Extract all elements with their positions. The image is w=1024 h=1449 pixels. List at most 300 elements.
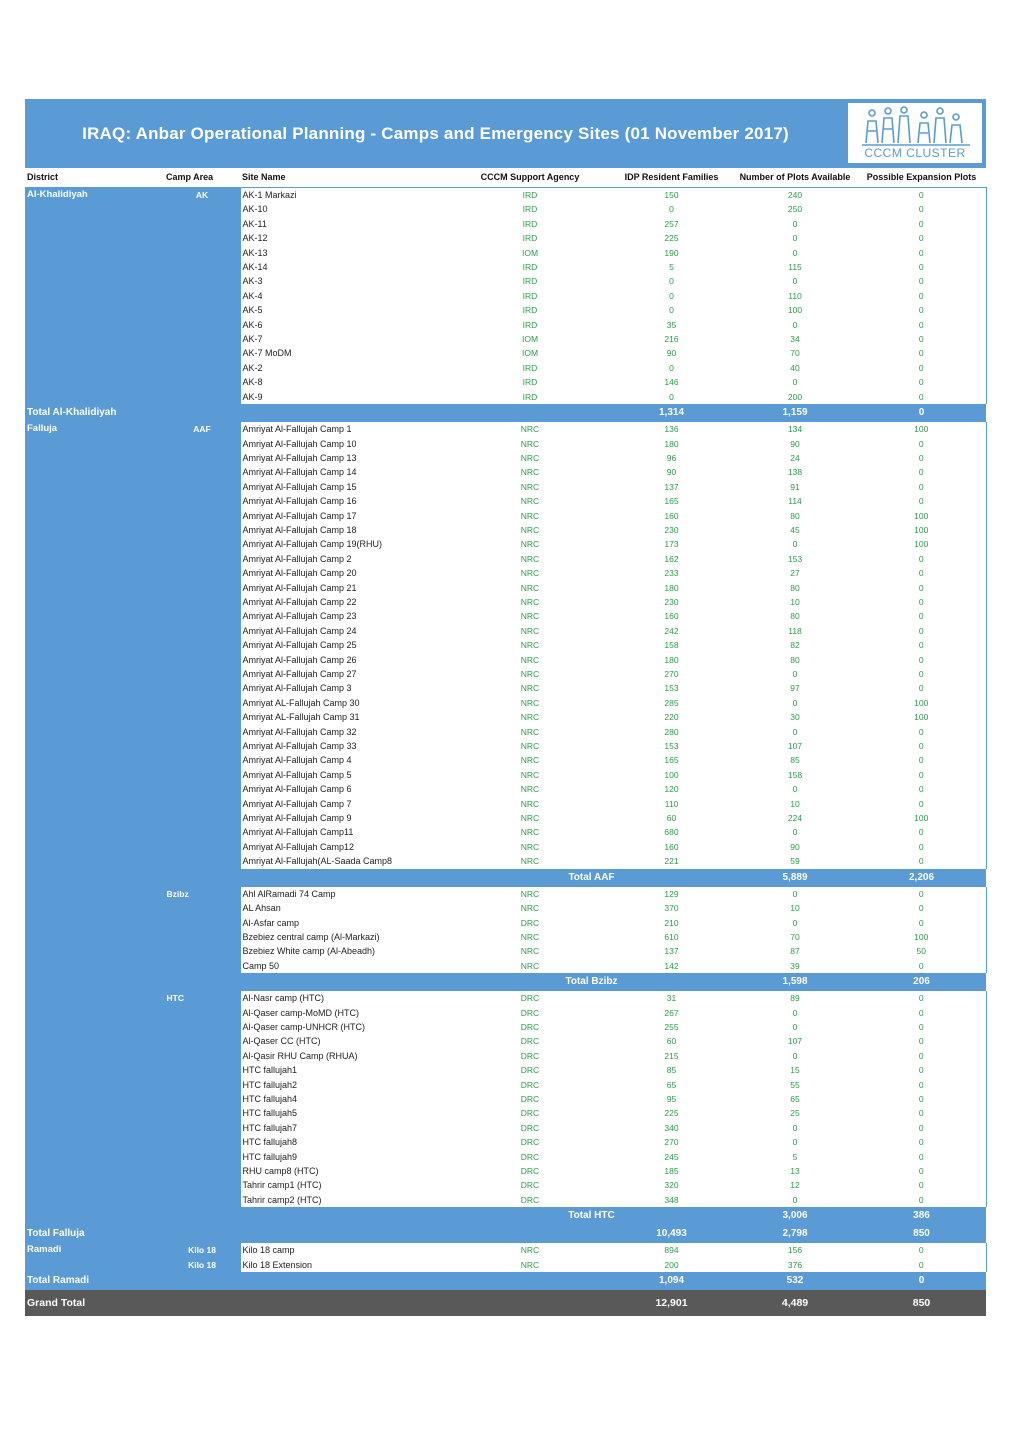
site-name-cell: HTC fallujah4 xyxy=(240,1092,450,1106)
site-name-cell: Amriyat Al-Fallujah Camp 14 xyxy=(240,465,450,479)
expansion-cell: 100 xyxy=(857,811,986,825)
expansion-cell: 0 xyxy=(857,1063,986,1077)
families-cell: 165 xyxy=(664,496,679,507)
agency-cell: NRC xyxy=(520,841,540,852)
subtotal-label: Total AAF xyxy=(450,869,733,887)
agency-cell: DRC xyxy=(520,1194,540,1205)
plots-cell: 5 xyxy=(792,1151,798,1162)
plots-cell: 0 xyxy=(792,1050,798,1061)
site-name-cell: Kilo 18 Extension xyxy=(240,1258,450,1272)
site-name-cell: Amriyat Al-Fallujah Camp 16 xyxy=(240,494,450,508)
subtotal-label: Total Bzibz xyxy=(450,973,733,991)
agency-cell: NRC xyxy=(520,741,540,752)
plots-cell: 158 xyxy=(787,769,803,780)
plots-cell: 0 xyxy=(792,669,798,679)
district-total-families: 10,493 xyxy=(610,1225,733,1243)
expansion-cell: 0 xyxy=(857,202,986,216)
families-cell: 35 xyxy=(666,319,677,330)
agency-cell: IRD xyxy=(522,305,538,316)
subtotal-plots: 2,206 xyxy=(857,869,986,887)
plots-cell: 100 xyxy=(787,305,803,316)
subtotal-spacer xyxy=(240,973,450,991)
col-camp-area-header: Camp Area xyxy=(164,168,240,188)
agency-cell: NRC xyxy=(520,856,540,867)
site-name-cell: Amriyat Al-Fallujah Camp 26 xyxy=(240,653,450,667)
agency-cell: NRC xyxy=(520,452,540,463)
expansion-cell: 0 xyxy=(857,959,986,973)
agency-cell: NRC xyxy=(520,582,540,593)
site-name-cell: Amriyat Al-Fallujah Camp 6 xyxy=(240,782,450,796)
agency-cell: NRC xyxy=(520,946,540,957)
expansion-cell: 0 xyxy=(857,346,986,360)
plots-cell: 70 xyxy=(790,348,800,359)
plots-cell: 65 xyxy=(790,1093,800,1104)
expansion-cell: 0 xyxy=(857,480,986,494)
agency-cell: NRC xyxy=(520,798,540,809)
expansion-cell: 0 xyxy=(857,1243,986,1257)
families-cell: 65 xyxy=(666,1079,677,1090)
expansion-cell: 0 xyxy=(857,1150,986,1164)
expansion-cell: 0 xyxy=(857,825,986,839)
plots-cell: 97 xyxy=(790,683,800,694)
plots-cell: 70 xyxy=(790,931,800,942)
plots-cell: 0 xyxy=(792,539,798,550)
district-cell: Ramadi xyxy=(25,1243,164,1272)
families-cell: 270 xyxy=(664,1137,679,1148)
families-cell: 100 xyxy=(664,769,679,780)
plots-cell: 114 xyxy=(788,496,802,507)
col-agency-header: CCCM Support Agency xyxy=(450,168,610,188)
families-cell: 120 xyxy=(664,784,679,795)
subtotal-families: 1,598 xyxy=(733,973,857,991)
expansion-cell: 0 xyxy=(857,318,986,332)
families-cell: 255 xyxy=(664,1021,679,1032)
expansion-cell: 0 xyxy=(857,782,986,796)
families-cell: 137 xyxy=(664,946,679,957)
cccm-cluster-logo xyxy=(847,102,983,164)
sites-table xyxy=(25,168,986,1316)
expansion-cell: 0 xyxy=(857,901,986,915)
expansion-cell: 0 xyxy=(857,638,986,652)
families-cell: 221 xyxy=(664,856,679,867)
grand-total-expansion: 850 xyxy=(857,1290,986,1316)
agency-cell: NRC xyxy=(520,510,540,521)
families-cell: 257 xyxy=(664,218,679,229)
families-cell: 185 xyxy=(664,1166,679,1176)
page-title: IRAQ: Anbar Operational Planning - Camps and Emergency Sites (01 November 2017) xyxy=(82,124,789,143)
agency-cell: NRC xyxy=(520,424,540,435)
expansion-cell: 0 xyxy=(857,1020,986,1034)
families-cell: 142 xyxy=(664,960,679,971)
plots-cell: 0 xyxy=(792,319,798,330)
expansion-cell: 100 xyxy=(857,523,986,537)
agency-cell: IRD xyxy=(522,276,538,287)
site-name-cell: AK-4 xyxy=(240,289,450,303)
agency-cell: DRC xyxy=(520,1093,540,1104)
grand-total-families: 12,901 xyxy=(610,1290,733,1316)
agency-cell: IOM xyxy=(521,334,539,345)
expansion-cell: 0 xyxy=(857,246,986,260)
families-cell: 220 xyxy=(664,712,679,723)
site-name-cell: Al-Qasir RHU Camp (RHUA) xyxy=(240,1049,450,1063)
col-plots-header: Number of Plots Available xyxy=(733,168,857,188)
expansion-cell: 0 xyxy=(857,289,986,303)
agency-cell: DRC xyxy=(520,1036,540,1047)
site-name-cell: AK-13 xyxy=(240,246,450,260)
expansion-cell: 0 xyxy=(857,332,986,346)
district-total-plots: 1,159 xyxy=(733,404,857,422)
plots-cell: 82 xyxy=(790,640,800,651)
agency-cell: IRD xyxy=(522,377,538,388)
district-cell: Falluja xyxy=(25,422,164,1225)
agency-cell: NRC xyxy=(520,712,540,723)
plots-cell: 59 xyxy=(790,856,800,867)
district-total-label: Total Ramadi xyxy=(25,1272,610,1290)
families-cell: 280 xyxy=(664,726,679,737)
plots-cell: 107 xyxy=(787,1036,803,1047)
agency-cell: NRC xyxy=(520,611,540,622)
site-name-cell: AK-5 xyxy=(240,303,450,317)
expansion-cell: 0 xyxy=(857,566,986,580)
agency-cell: IRD xyxy=(522,391,538,402)
plots-cell: 224 xyxy=(787,813,803,824)
agency-cell: NRC xyxy=(520,467,540,478)
site-name-cell: Amriyat Al-Fallujah Camp 19(RHU) xyxy=(240,537,450,551)
families-cell: 230 xyxy=(664,524,679,535)
expansion-cell: 0 xyxy=(857,1049,986,1063)
plots-cell: 15 xyxy=(790,1065,800,1076)
agency-cell: NRC xyxy=(520,769,540,780)
agency-cell: NRC xyxy=(520,438,540,449)
plots-cell: 80 xyxy=(790,611,800,622)
plots-cell: 10 xyxy=(790,903,800,914)
agency-cell: NRC xyxy=(520,496,540,507)
expansion-cell: 0 xyxy=(857,1121,986,1135)
subtotal-label: Total HTC xyxy=(450,1207,733,1225)
families-cell: 180 xyxy=(664,438,679,449)
expansion-cell: 0 xyxy=(857,1164,986,1178)
expansion-cell: 50 xyxy=(857,944,986,958)
expansion-cell: 0 xyxy=(857,1106,986,1120)
families-cell: 165 xyxy=(664,755,679,766)
site-name-cell: Amriyat Al-Fallujah Camp 4 xyxy=(240,753,450,767)
plots-cell: 0 xyxy=(792,276,798,287)
plots-cell: 39 xyxy=(790,960,800,971)
table-row xyxy=(25,1258,986,1272)
expansion-cell: 0 xyxy=(857,1006,986,1020)
families-cell: 90 xyxy=(666,348,677,359)
agency-cell: NRC xyxy=(520,524,540,535)
families-cell: 136 xyxy=(664,424,679,435)
site-name-cell: Amriyat Al-Fallujah Camp 24 xyxy=(240,624,450,638)
families-cell: 0 xyxy=(669,391,674,402)
expansion-cell: 100 xyxy=(857,696,986,710)
agency-cell: IRD xyxy=(522,233,538,244)
plots-cell: 55 xyxy=(790,1079,800,1090)
families-cell: 158 xyxy=(664,640,679,651)
families-cell: 60 xyxy=(666,813,677,824)
families-cell: 215 xyxy=(664,1050,679,1061)
site-name-cell: Amriyat Al-Fallujah Camp 5 xyxy=(240,768,450,782)
camp-area-cell: Bzibz xyxy=(164,887,240,991)
agency-cell: IRD xyxy=(522,319,538,330)
families-cell: 60 xyxy=(666,1036,677,1047)
plots-cell: 0 xyxy=(792,218,798,229)
plots-cell: 110 xyxy=(788,290,802,301)
site-name-cell: Amriyat Al-Fallujah Camp 3 xyxy=(240,681,450,695)
plots-cell: 91 xyxy=(790,481,800,492)
families-cell: 270 xyxy=(664,669,679,679)
site-name-cell: Tahrir camp2 (HTC) xyxy=(240,1193,450,1207)
site-name-cell: Amriyat Al-Fallujah Camp 10 xyxy=(240,437,450,451)
plots-cell: 13 xyxy=(790,1166,800,1176)
district-cell: Al-Khalidiyah xyxy=(25,188,164,405)
agency-cell: DRC xyxy=(520,993,540,1004)
families-cell: 0 xyxy=(669,290,674,301)
plots-cell: 0 xyxy=(792,917,798,928)
plots-cell: 118 xyxy=(788,625,802,636)
site-name-cell: AK-3 xyxy=(240,274,450,288)
district-total-label: Total Falluja xyxy=(25,1225,610,1243)
plots-cell: 200 xyxy=(787,391,803,402)
plots-cell: 0 xyxy=(792,233,798,244)
site-name-cell: Amriyat Al-Fallujah Camp 33 xyxy=(240,739,450,753)
agency-cell: DRC xyxy=(520,917,540,928)
families-cell: 242 xyxy=(664,625,679,636)
families-cell: 153 xyxy=(664,741,679,752)
expansion-cell: 0 xyxy=(857,1078,986,1092)
site-name-cell: AK-2 xyxy=(240,361,450,375)
plots-cell: 45 xyxy=(790,524,800,535)
site-name-cell: Al-Asfar camp xyxy=(240,916,450,930)
families-cell: 216 xyxy=(664,334,679,345)
site-name-cell: Amriyat Al-Fallujah Camp12 xyxy=(240,840,450,854)
plots-cell: 12 xyxy=(790,1180,800,1191)
site-name-cell: Bzebiez central camp (Al-Markazi) xyxy=(240,930,450,944)
agency-cell: DRC xyxy=(520,1151,540,1162)
agency-cell: NRC xyxy=(520,481,540,492)
agency-cell: IRD xyxy=(522,262,538,273)
agency-cell: NRC xyxy=(520,827,540,838)
district-total-row xyxy=(25,404,986,422)
agency-cell: NRC xyxy=(520,625,540,636)
site-name-cell: Amriyat Al-Fallujah Camp 20 xyxy=(240,566,450,580)
expansion-cell: 0 xyxy=(857,887,986,901)
plots-cell: 240 xyxy=(787,190,803,200)
expansion-cell: 0 xyxy=(857,854,986,868)
plots-cell: 250 xyxy=(787,204,803,215)
families-cell: 190 xyxy=(664,247,679,258)
plots-cell: 90 xyxy=(790,841,800,852)
subtotal-spacer xyxy=(240,869,450,887)
site-name-cell: Al-Qaser camp-MoMD (HTC) xyxy=(240,1006,450,1020)
agency-cell: NRC xyxy=(520,931,540,942)
site-name-cell: AK-6 xyxy=(240,318,450,332)
agency-cell: NRC xyxy=(520,697,540,708)
site-name-cell: Al-Qaser camp-UNHCR (HTC) xyxy=(240,1020,450,1034)
agency-cell: NRC xyxy=(520,596,540,607)
agency-cell: DRC xyxy=(520,1079,540,1090)
logo-text: CCCM CLUSTER xyxy=(864,146,966,160)
site-name-cell: Camp 50 xyxy=(240,959,450,973)
plots-cell: 153 xyxy=(787,553,803,564)
plots-cell: 10 xyxy=(790,798,800,809)
district-total-row xyxy=(25,1272,986,1290)
expansion-cell: 100 xyxy=(857,537,986,551)
plots-cell: 0 xyxy=(792,697,798,708)
site-name-cell: AK-14 xyxy=(240,260,450,274)
agency-cell: DRC xyxy=(520,1180,540,1191)
site-name-cell: Al-Qaser CC (HTC) xyxy=(240,1034,450,1048)
agency-cell: IRD xyxy=(522,218,538,229)
site-name-cell: Amriyat Al-Fallujah Camp 27 xyxy=(240,667,450,681)
camp-area-cell: AK xyxy=(164,188,240,405)
site-name-cell: Amriyat Al-Fallujah(AL-Saada Camp8 xyxy=(240,854,450,868)
table-row xyxy=(25,188,986,203)
families-cell: 96 xyxy=(666,452,677,463)
expansion-cell: 0 xyxy=(857,725,986,739)
subtotal-families: 5,889 xyxy=(733,869,857,887)
families-cell: 348 xyxy=(664,1194,679,1205)
expansion-cell: 0 xyxy=(857,552,986,566)
col-district-header: District xyxy=(25,168,164,188)
grand-total-row xyxy=(25,1290,986,1316)
families-cell: 0 xyxy=(669,204,674,215)
families-cell: 285 xyxy=(664,697,679,708)
col-site-name-header: Site Name xyxy=(240,168,450,188)
expansion-cell: 0 xyxy=(857,681,986,695)
subtotal-plots: 206 xyxy=(857,973,986,991)
agency-cell: DRC xyxy=(520,1007,540,1018)
site-name-cell: HTC fallujah1 xyxy=(240,1063,450,1077)
families-cell: 150 xyxy=(664,190,679,200)
agency-cell: NRC xyxy=(520,1259,540,1270)
site-name-cell: Amriyat Al-Fallujah Camp 13 xyxy=(240,451,450,465)
table-header-row xyxy=(25,168,986,188)
families-cell: 610 xyxy=(664,931,679,942)
plots-cell: 376 xyxy=(787,1259,803,1270)
camp-area-cell: Kilo 18 xyxy=(164,1258,240,1272)
plots-cell: 85 xyxy=(790,755,800,766)
district-total-label: Total Al-Khalidiyah xyxy=(25,404,610,422)
plots-cell: 0 xyxy=(792,726,798,737)
plots-cell: 80 xyxy=(790,510,800,521)
families-cell: 173 xyxy=(664,539,679,550)
expansion-cell: 0 xyxy=(857,595,986,609)
families-cell: 160 xyxy=(664,611,679,622)
families-cell: 110 xyxy=(664,798,679,809)
expansion-cell: 0 xyxy=(857,624,986,638)
plots-cell: 0 xyxy=(792,1137,798,1148)
district-total-plots: 2,798 xyxy=(733,1225,857,1243)
planning-sheet xyxy=(25,99,986,1316)
plots-cell: 134 xyxy=(787,424,803,435)
agency-cell: NRC xyxy=(520,640,540,651)
subtotal-families: 3,006 xyxy=(733,1207,857,1225)
plots-cell: 0 xyxy=(792,888,798,899)
site-name-cell: AK-9 xyxy=(240,390,450,404)
people-silhouettes-icon xyxy=(862,105,970,147)
families-cell: 245 xyxy=(664,1151,679,1162)
plots-cell: 34 xyxy=(790,334,800,345)
plots-cell: 0 xyxy=(792,784,798,795)
expansion-cell: 0 xyxy=(857,188,986,203)
families-cell: 31 xyxy=(666,993,677,1004)
plots-cell: 0 xyxy=(792,377,798,388)
district-total-expansion: 0 xyxy=(857,404,986,422)
camp-area-cell: HTC xyxy=(164,991,240,1225)
site-name-cell: HTC fallujah5 xyxy=(240,1106,450,1120)
expansion-cell: 0 xyxy=(857,451,986,465)
expansion-cell: 0 xyxy=(857,217,986,231)
site-name-cell: HTC fallujah9 xyxy=(240,1150,450,1164)
families-cell: 160 xyxy=(664,510,679,521)
site-name-cell: Kilo 18 camp xyxy=(240,1243,450,1257)
families-cell: 210 xyxy=(664,917,679,928)
expansion-cell: 100 xyxy=(857,509,986,523)
site-name-cell: AK-1 Markazi xyxy=(240,188,450,203)
site-name-cell: RHU camp8 (HTC) xyxy=(240,1164,450,1178)
subtotal-spacer xyxy=(240,1207,450,1225)
expansion-cell: 0 xyxy=(857,840,986,854)
site-name-cell: Amriyat Al-Fallujah Camp11 xyxy=(240,825,450,839)
expansion-cell: 0 xyxy=(857,1135,986,1149)
agency-cell: IOM xyxy=(521,348,539,359)
agency-cell: NRC xyxy=(520,903,540,914)
expansion-cell: 0 xyxy=(857,916,986,930)
plots-cell: 115 xyxy=(788,262,802,273)
expansion-cell: 0 xyxy=(857,739,986,753)
expansion-cell: 0 xyxy=(857,375,986,389)
grand-total-label: Grand Total xyxy=(25,1290,610,1316)
families-cell: 0 xyxy=(669,362,674,373)
site-name-cell: AK-12 xyxy=(240,231,450,245)
site-name-cell: Amriyat Al-Fallujah Camp 23 xyxy=(240,609,450,623)
agency-cell: NRC xyxy=(520,683,540,694)
agency-cell: DRC xyxy=(520,1050,540,1061)
plots-cell: 0 xyxy=(792,827,798,838)
agency-cell: NRC xyxy=(520,960,540,971)
site-name-cell: HTC fallujah7 xyxy=(240,1121,450,1135)
agency-cell: DRC xyxy=(520,1122,540,1133)
plots-cell: 0 xyxy=(792,1007,798,1018)
grand-total-plots: 4,489 xyxy=(733,1290,857,1316)
expansion-cell: 0 xyxy=(857,494,986,508)
site-name-cell: Amriyat Al-Fallujah Camp 18 xyxy=(240,523,450,537)
agency-cell: NRC xyxy=(520,553,540,564)
site-name-cell: Amriyat Al-Fallujah Camp 2 xyxy=(240,552,450,566)
expansion-cell: 0 xyxy=(857,1092,986,1106)
agency-cell: IRD xyxy=(522,290,538,301)
plots-cell: 0 xyxy=(792,247,798,258)
plots-cell: 0 xyxy=(792,1194,798,1205)
site-name-cell: HTC fallujah8 xyxy=(240,1135,450,1149)
plots-cell: 40 xyxy=(790,362,800,373)
agency-cell: NRC xyxy=(520,755,540,766)
families-cell: 5 xyxy=(669,262,674,273)
site-name-cell: AK-7 xyxy=(240,332,450,346)
families-cell: 233 xyxy=(664,568,679,579)
site-name-cell: Amriyat Al-Fallujah Camp 17 xyxy=(240,509,450,523)
expansion-cell: 0 xyxy=(857,303,986,317)
families-cell: 200 xyxy=(664,1259,679,1270)
families-cell: 320 xyxy=(664,1180,679,1191)
agency-cell: NRC xyxy=(520,726,540,737)
families-cell: 894 xyxy=(664,1245,679,1256)
plots-cell: 24 xyxy=(790,452,800,463)
plots-cell: 87 xyxy=(790,946,800,957)
expansion-cell: 0 xyxy=(857,667,986,681)
